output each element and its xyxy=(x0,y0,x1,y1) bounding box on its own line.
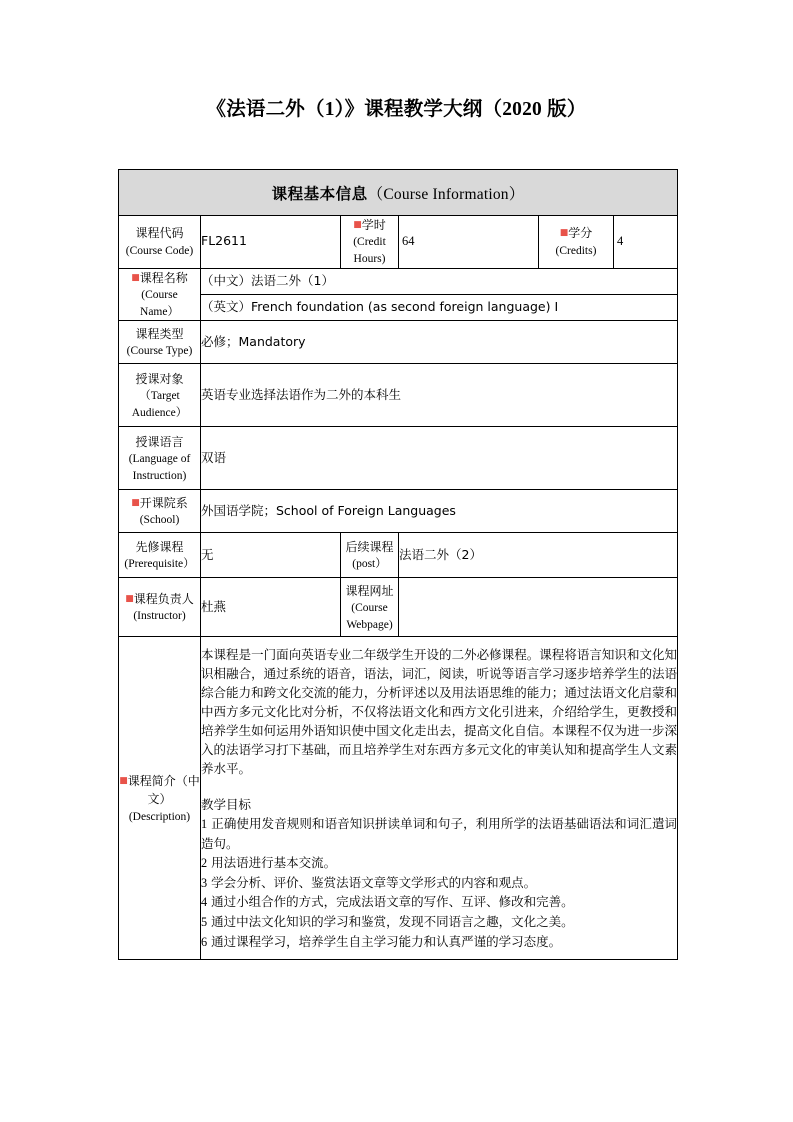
label-description-cn: ■课程简介（中文） xyxy=(119,773,200,807)
required-star-icon: ■ xyxy=(131,272,140,283)
required-star-icon: ■ xyxy=(353,220,362,230)
objective-number: 4 xyxy=(201,895,208,910)
description-intro-paragraph: 本课程是一门面向英语专业二年级学生开设的二外必修课程。课程将语言知识和文化知识相融合，通过系统的语音，语法，词汇，阅读，听说等语言学习逐步培养学生的法语综合能力和跨文化交流的能力，分析评述以及用法语思维的能力；通过法语文化启蒙和中西方多元文化比对分析，不仅将法语文化和西方文化引进来，介绍给学生，更教授和培养学生如何运用外语知识使中国文化走出去，提高文化自信。本课程不仅为进一步深入的法语学习打下基础，而且培养学生对东西方多元文化的审美认知和提高学生人文素养水平。 xyxy=(201,647,678,777)
label-course-code-cn: 课程代码 xyxy=(135,226,184,241)
label-language-en1: (Language of xyxy=(128,452,191,465)
label-target-audience xyxy=(119,364,201,427)
label-language xyxy=(119,427,201,490)
label-credits-cn: ■学分 xyxy=(559,226,593,241)
label-course-type xyxy=(119,321,201,364)
description-spacer xyxy=(201,778,677,795)
label-school-cn: ■开课院系 xyxy=(131,495,188,510)
objective-text: 用法语进行基本交流。 xyxy=(211,855,337,871)
objective-item xyxy=(201,912,677,932)
label-description xyxy=(119,637,201,960)
table-header-row xyxy=(119,170,678,216)
table-header-title-en: （Course Information） xyxy=(367,185,525,203)
label-instructor-cn: ■课程负责人 xyxy=(125,591,194,606)
label-credit-hours xyxy=(341,216,399,269)
value-credit-hours: 64 xyxy=(399,216,539,269)
label-credit-hours-en2: Hours) xyxy=(353,253,386,266)
required-star-icon: ■ xyxy=(559,228,569,239)
objective-number: 5 xyxy=(201,915,208,930)
course-information-table xyxy=(118,169,678,960)
objective-text: 通过课程学习，培养学生自主学习能力和认真严谨的学习态度。 xyxy=(211,933,562,949)
label-course-webpage-en1: (Course xyxy=(351,601,388,614)
label-instructor xyxy=(119,578,201,637)
objective-text: 通过小组合作的方式，完成法语文章的写作、互评、修改和完善。 xyxy=(211,894,574,910)
label-prerequisite-en: (Prerequisite） xyxy=(124,558,195,571)
label-prerequisite-cn: 先修课程 xyxy=(135,539,184,554)
value-course-name-zh: （中文）法语二外（1） xyxy=(201,268,678,294)
value-course-name-en: （英文）French foundation (as second foreign language) I xyxy=(201,295,678,321)
label-course-name-en1: (Course xyxy=(141,289,178,302)
label-course-type-en: (Course Type) xyxy=(126,345,193,358)
description-objectives-heading: 教学目标 xyxy=(201,797,252,813)
value-description xyxy=(201,637,678,960)
label-post-course xyxy=(341,533,399,578)
label-target-audience-en1: （Target xyxy=(139,389,180,402)
label-course-name-en2: Name） xyxy=(140,305,179,318)
table-row xyxy=(119,364,678,427)
label-course-name-cn: ■课程名称 xyxy=(131,270,188,285)
objective-number: 1 xyxy=(201,817,208,832)
label-course-name xyxy=(119,268,201,321)
value-school: 外国语学院；School of Foreign Languages xyxy=(201,490,678,533)
value-course-webpage xyxy=(399,578,678,637)
table-row xyxy=(119,321,678,364)
label-post-course-cn: 后续课程 xyxy=(345,539,394,554)
label-language-cn: 授课语言 xyxy=(135,434,184,449)
value-course-type: 必修；Mandatory xyxy=(201,321,678,364)
label-school xyxy=(119,490,201,533)
objective-number: 3 xyxy=(201,875,208,890)
required-star-icon: ■ xyxy=(125,593,134,604)
table-row xyxy=(119,490,678,533)
label-credits xyxy=(539,216,614,269)
value-prerequisite: 无 xyxy=(201,533,341,578)
objective-number: 6 xyxy=(201,934,208,949)
table-header-cell xyxy=(119,170,678,216)
objective-item xyxy=(201,932,677,952)
label-course-webpage xyxy=(341,578,399,637)
required-star-icon: ■ xyxy=(119,775,128,786)
table-row xyxy=(119,637,678,960)
table-row xyxy=(119,216,678,269)
label-school-en: (School) xyxy=(139,514,180,527)
objective-item xyxy=(201,873,677,893)
objective-item xyxy=(201,853,677,873)
table-row xyxy=(119,268,678,294)
value-post-course: 法语二外（2） xyxy=(399,533,678,578)
label-target-audience-cn: 授课对象 xyxy=(135,371,184,386)
value-course-code: FL2611 xyxy=(201,216,341,269)
objective-text: 通过中法文化知识的学习和鉴赏，发现不同语言之趣，文化之美。 xyxy=(211,914,574,930)
label-course-code-en: (Course Code) xyxy=(125,244,194,257)
label-prerequisite xyxy=(119,533,201,578)
label-course-webpage-cn: 课程网址 xyxy=(345,583,394,598)
label-credits-en: (Credits) xyxy=(555,244,597,257)
label-post-course-en: (post） xyxy=(352,558,387,571)
page-title: 《法语二外（1）》课程教学大纲（2020 版） xyxy=(206,99,587,120)
value-instructor: 杜燕 xyxy=(201,578,341,637)
table-row xyxy=(119,533,678,578)
table-header-title-cn: 课程基本信息 xyxy=(271,184,368,203)
objective-item xyxy=(201,892,677,912)
label-target-audience-en2: Audience） xyxy=(131,406,188,419)
value-target-audience: 英语专业选择法语作为二外的本科生 xyxy=(201,364,678,427)
table-row xyxy=(119,295,678,321)
label-course-type-cn: 课程类型 xyxy=(135,326,184,341)
required-star-icon: ■ xyxy=(131,497,140,508)
label-credit-hours-en1: (Credit xyxy=(353,236,386,249)
objective-text: 学会分析、评价、鉴赏法语文章等文学形式的内容和观点。 xyxy=(211,874,537,890)
objective-number: 2 xyxy=(201,856,208,871)
label-course-webpage-en2: Webpage) xyxy=(346,618,393,631)
label-instructor-en: (Instructor) xyxy=(133,610,186,623)
label-description-en: (Description) xyxy=(128,810,191,823)
table-row xyxy=(119,578,678,637)
value-credits: 4 xyxy=(614,216,678,269)
table-row xyxy=(119,427,678,490)
value-language: 双语 xyxy=(201,427,678,490)
label-course-code xyxy=(119,216,201,269)
objective-text: 正确使用发音规则和语音知识拼读单词和句子，利用所学的法语基础语法和词汇遣词造句。 xyxy=(201,816,678,852)
label-language-en2: Instruction) xyxy=(132,469,187,482)
objective-item xyxy=(201,814,677,853)
label-credit-hours-cn: ■学时 xyxy=(353,218,386,232)
